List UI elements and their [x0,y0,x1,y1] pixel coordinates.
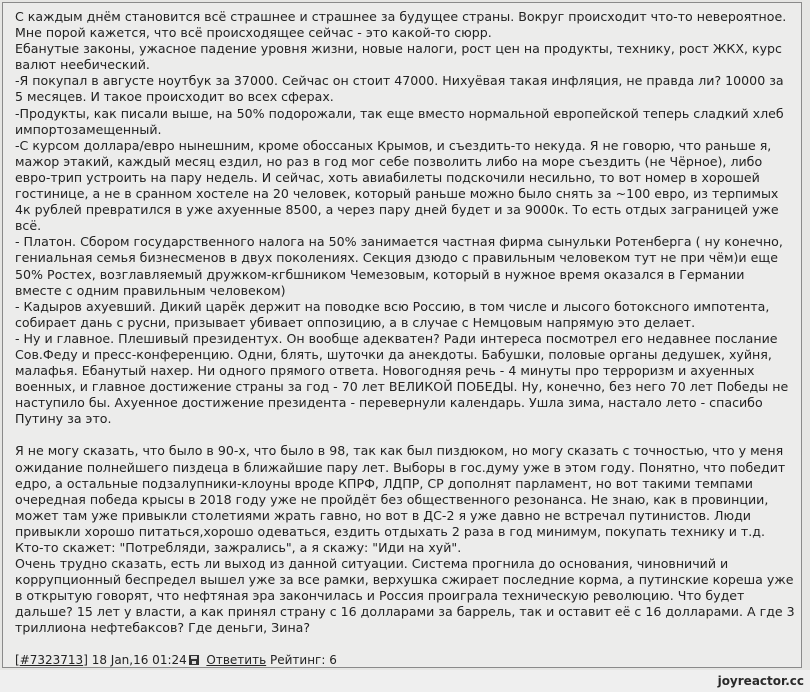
comment-paragraph: - Платон. Сбором государственного налога на 50% занимается частная фирма сынульки Ротенберга ( ну конечно, гениальная семья бизнесменов в двух поколениях. Секция дзюдо с правильным человеком тут не при чём)и еще 50% Ростех, возглавляемый дружком-кгбшником Чемезовым, который в нужное время оказался в Германии вместе с одним правильным человеком) [15,234,783,298]
comment-paragraph: Ебанутые законы, ужасное падение уровня жизни, новые налоги, рост цен на продукты, технику, рост ЖКХ, курс валют неебический. [15,41,782,73]
rating-label: Рейтинг: [269,653,326,667]
comment-paragraph: -Я покупал в августе ноутбук за 37000. Сейчас он стоит 47000. Нихуёвая такая инфляция, не правда ли? 10000 за 5 месяцев. И такое происходит во всех сферах. [15,73,784,105]
comment-text [15,9,795,637]
bracket-close: ] [83,653,88,667]
save-icon[interactable] [189,655,199,665]
comment-paragraph: - Ну и главное. Плешивый президентух. Он вообще адекватен? Ради интереса посмотрел его недавнее послание Сов.Феду и пресс-конференцию. Одни, блять, шуточки да анекдоты. Бабушки, половые органы дедушек, хуйня, малафья. Ебанутый нахер. Ни одного прямого ответа. Новогодняя речь - 4 минуты про терроризм и ахуенных военных, и главное достижение страны за год - 70 лет ВЕЛИКОЙ ПОБЕДЫ. Ну, конечно, без него 70 лет Победы не наступило бы. Ахуенное достижение президента - перевернули календарь. Ушла зима, настало лето - спасибо Путину за это. [15,330,789,427]
comment-paragraph: -С курсом доллара/евро нынешним, кроме обоссаных Крымов, и съездить-то некуда. Я не говорю, что раньше я, мажор этакий, каждый месяц ездил, но раз в год мог себе позволить либо на море съездить (не Чёрное), либо евро-трип устроить на пару недель. И сейчас, хоть авиабилеты подскочили несильно, то вот номер в хорошей гостинице, а не в сранном хостеле на 20 человек, который раньше можно было снять за ~100 евро, из терпимых 4к рублей превратился в уже ахуенные 8500, а через пару дней будет и за 9000к. То есть отдых заграницей уже всё. [15,137,779,234]
comment-paragraph: - Кадыров ахуевший. Дикий царёк держит на поводке всю Россию, в том числе и лысого ботоксного импотента, собирает дань с русни, призывает убивает оппозицию, а в случае с Немцовым напрямую это делает. [15,298,770,330]
reply-link[interactable]: Ответить [206,653,267,667]
comment-paragraph: Очень трудно сказать, есть ли выход из данной ситуации. Система прогнила до основания, чиновничий и коррупционный беспредел вышел уже за все рамки, верхушка сжирает последние корма, а путинские кореша уже в открытую говорят, что нефтяная эра закончилась и Россия проиграла техническую революцию. Что будет дальше? 15 лет у власти, а как принял страну с 16 долларами за баррель, так и оставит её с 16 долларами. А где 3 триллиона нефтебаксов? Где деньги, Зина? [15,556,795,636]
comment-paragraph: Я не могу сказать, что было в 90-х, что было в 98, так как был пиздюком, но могу сказать с точностью, что у меня ожидание полнейшего пиздеца в ближайшие пару лет. Выборы в гос.думу уже в этом году. Понятно, что победит едро, а остальные подзалупники-клоуны вроде КПРФ, ЛДПР, СР дополнят парламент, но вот такими темпами очередная победа крысы в 2018 году уже не пройдёт без общественного резонанса. Не знаю, как в провинции, может там уже привыкли столетиями жрать гавно, но вот в ДС-2 я уже давно не встречал путинистов. Люди привыкли хорошо питаться,хорошо одеваться, ездить отдыхать 2 раза в год минимум, покупать технику и т.д. Кто-то скажет: "Потребляди, зажрались", а я скажу: "Иди на хуй". [15,443,786,555]
comment-date: 18 Jan,16 01:24 [91,653,187,667]
comment-paragraph: -Продукты, как писали выше, на 50% подорожали, так еще вместо нормальной европейской теперь сладкий хлеб импортозамещенный. [15,105,784,137]
paragraph-gap [15,427,795,443]
comment-meta [15,653,337,667]
rating-value: 6 [329,653,337,667]
comment-paragraph: С каждым днём становится всё страшнее и страшнее за будущее страны. Вокруг происходит что-то невероятное. Мне порой кажется, что всё происходящее сейчас - это какой-то сюрр. [15,9,787,41]
watermark-bar [0,670,810,692]
bracket-open: [ [15,653,20,667]
comment-block [2,2,802,668]
site-watermark: joyreactor.cc [717,674,804,688]
comment-permalink[interactable]: #7323713 [19,653,84,667]
